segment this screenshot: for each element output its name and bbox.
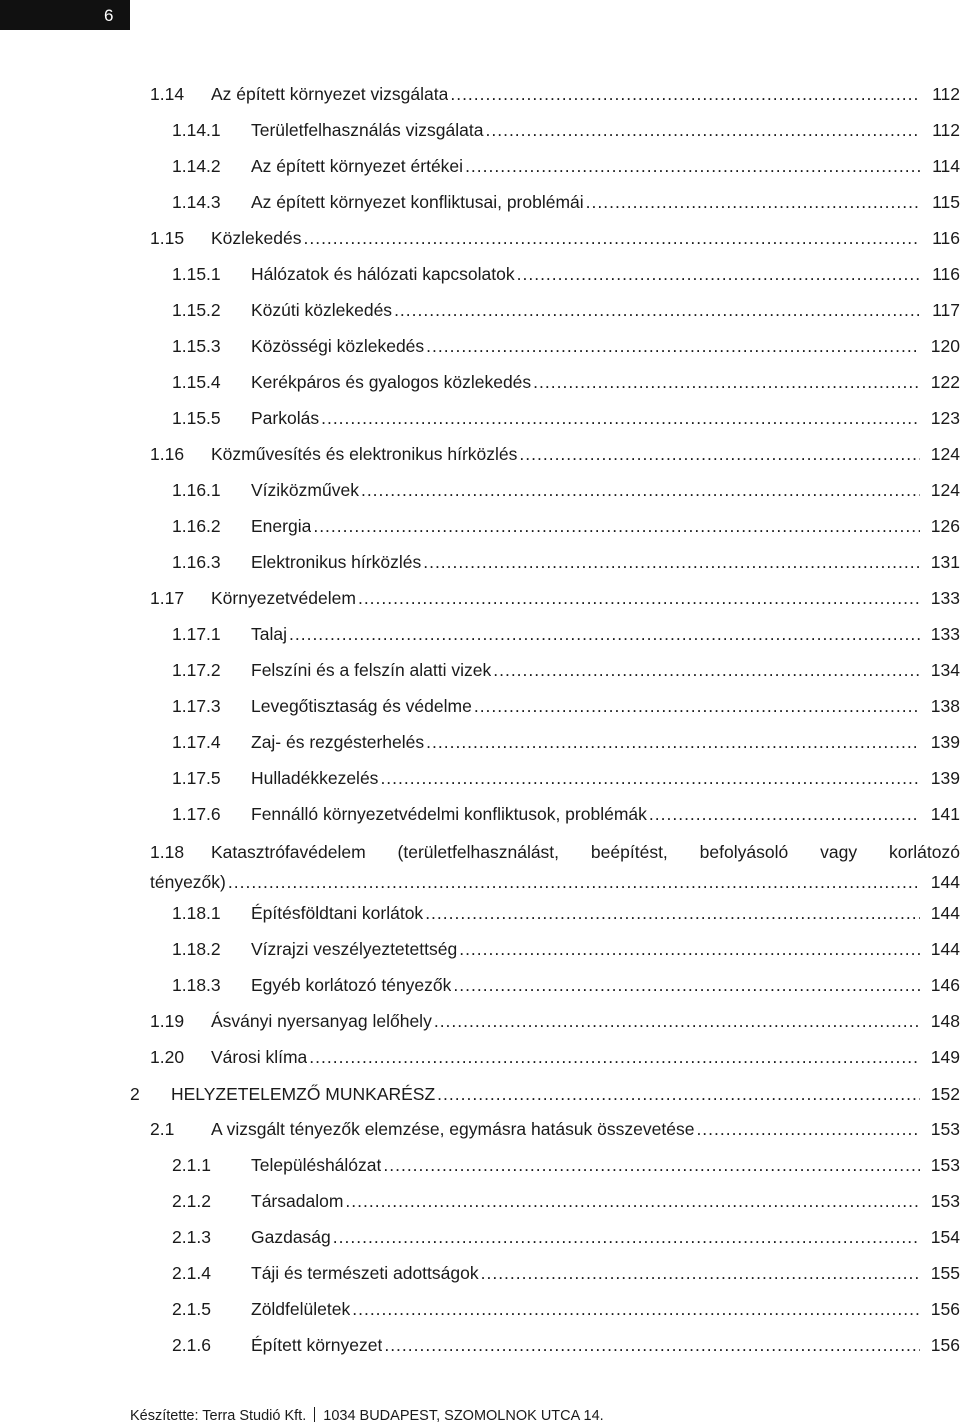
- toc-entry-number: 2.1.4: [172, 1263, 211, 1283]
- toc-entry-title: Közúti közlekedés: [251, 300, 393, 320]
- toc-entry-title: Parkolás: [251, 408, 320, 428]
- toc-entry-page: 152: [930, 1084, 960, 1104]
- toc-entry[interactable]: [0, 689, 960, 723]
- toc-entry-page: 155: [930, 1263, 960, 1283]
- toc-leader-dots: [352, 1292, 920, 1326]
- toc-entry-number: 1.17.4: [172, 732, 221, 752]
- toc-entry-page: 124: [930, 480, 960, 500]
- toc-entry-page: 156: [930, 1335, 960, 1355]
- page-number: 6: [104, 6, 114, 25]
- toc-entry[interactable]: [0, 1077, 960, 1111]
- toc-entry-number: 1.20: [150, 1047, 185, 1067]
- toc-entry-number: 1.18.3: [172, 975, 221, 995]
- toc-entry-title: A vizsgált tényezők elemzése, egymásra hatásuk összevetése: [211, 1119, 695, 1139]
- toc-leader-dots: [533, 365, 920, 399]
- toc-entry[interactable]: [0, 1004, 960, 1038]
- toc-entry[interactable]: [0, 617, 960, 651]
- toc-entry-number: 1.17.3: [172, 696, 221, 716]
- toc-entry-line2: [150, 867, 960, 897]
- toc-entry-number: 1.16: [150, 444, 185, 464]
- toc-entry-number: 1.15.3: [172, 336, 221, 356]
- toc-entry-title: Az épített környezet vizsgálata: [211, 84, 449, 104]
- toc-entry[interactable]: [0, 1148, 960, 1182]
- toc-entry-page: 124: [930, 444, 960, 464]
- toc-leader-dots: [486, 113, 921, 147]
- toc-leader-dots: [474, 689, 920, 723]
- toc-entry[interactable]: [0, 1184, 960, 1218]
- toc-entry-page: 126: [930, 516, 960, 536]
- toc-entry[interactable]: [0, 473, 960, 507]
- page-footer: [130, 1406, 604, 1426]
- toc-entry[interactable]: [0, 221, 960, 255]
- toc-entry-title: Egyéb korlátozó tényezők: [251, 975, 452, 995]
- footer-separator: [314, 1407, 315, 1422]
- toc-entry[interactable]: [0, 545, 960, 579]
- toc-entry-number: 2: [130, 1084, 140, 1104]
- toc-entry[interactable]: [0, 1328, 960, 1362]
- toc-entry-multiline[interactable]: [150, 837, 960, 897]
- toc-entry-number: 1.14.2: [172, 156, 221, 176]
- toc-entry-title: Közlekedés: [211, 228, 302, 248]
- toc-entry[interactable]: [0, 329, 960, 363]
- toc-entry-title: Hulladékkezelés: [251, 768, 379, 788]
- toc-entry-page: 153: [930, 1191, 960, 1211]
- toc-entry-page: 146: [930, 975, 960, 995]
- toc-entry-title: Az épített környezet értékei: [251, 156, 464, 176]
- toc-entry-page: 148: [930, 1011, 960, 1031]
- toc-entry-page: 115: [932, 192, 960, 212]
- footer-author: Készítette: Terra Studió Kft.: [130, 1408, 307, 1424]
- toc-entry-title: Közművesítés és elektronikus hírközlés: [211, 444, 518, 464]
- toc-entry[interactable]: [0, 149, 960, 183]
- toc-leader-dots: [586, 185, 920, 219]
- toc-entry-page: 117: [932, 300, 960, 320]
- toc-entry-page: 123: [930, 408, 960, 428]
- toc-leader-dots: [493, 653, 920, 687]
- toc-entry-number: 1.16.2: [172, 516, 221, 536]
- toc-entry-title: HELYZETELEMZŐ MUNKARÉSZ: [171, 1084, 436, 1104]
- toc-entry-number: 1.15.4: [172, 372, 221, 392]
- toc-leader-dots: [434, 1004, 920, 1038]
- toc-leader-dots: [383, 1148, 920, 1182]
- toc-entry-number: 1.14.3: [172, 192, 221, 212]
- toc-leader-dots: [313, 509, 920, 543]
- toc-leader-dots: [289, 617, 920, 651]
- toc-entry-title: Talaj: [251, 624, 287, 644]
- toc-leader-dots: [450, 77, 920, 111]
- toc-entry-page: 156: [930, 1299, 960, 1319]
- toc-entry-page: 154: [930, 1227, 960, 1247]
- toc-entry[interactable]: [0, 437, 960, 471]
- toc-entry-title: Környezetvédelem: [211, 588, 356, 608]
- toc-entry-title-continued: tényezők): [150, 872, 226, 892]
- toc-entry-title: Gazdaság: [251, 1227, 331, 1247]
- toc-entry[interactable]: [0, 113, 960, 147]
- toc-entry-title: Vízrajzi veszélyeztetettség: [251, 939, 458, 959]
- toc-entry-title: Felszíni és a felszín alatti vizek: [251, 660, 492, 680]
- toc-entry[interactable]: [0, 1220, 960, 1254]
- toc-entry-title: Levegőtisztaság és védelme: [251, 696, 472, 716]
- toc-entry-title: Társadalom: [251, 1191, 344, 1211]
- toc-entry-number: 1.15.2: [172, 300, 221, 320]
- toc-leader-dots: [481, 1256, 920, 1290]
- toc-leader-dots: [519, 437, 920, 471]
- toc-leader-dots: [426, 725, 920, 759]
- toc-entry-page: 144: [930, 939, 960, 959]
- toc-entry-page: 139: [930, 732, 960, 752]
- toc-entry-title: Víziközművek: [251, 480, 359, 500]
- toc-leader-dots: [333, 1220, 920, 1254]
- toc-leader-dots: [228, 867, 920, 897]
- toc-entry-number: 2.1.3: [172, 1227, 211, 1247]
- toc-entry-page: 131: [930, 552, 960, 572]
- toc-entry-title: Épített környezet: [251, 1335, 383, 1355]
- toc-leader-dots: [423, 545, 920, 579]
- toc-entry[interactable]: [0, 581, 960, 615]
- toc-entry-page: 120: [930, 336, 960, 356]
- toc-entry-title: Zöldfelületek: [251, 1299, 351, 1319]
- toc-entry-page: 116: [932, 228, 960, 248]
- toc-entry[interactable]: [0, 1040, 960, 1074]
- toc-entry-page: 116: [932, 264, 960, 284]
- toc-entry-number: 1.17.2: [172, 660, 221, 680]
- toc-entry-title: Városi klíma: [211, 1047, 308, 1067]
- toc-entry-number: 1.18: [150, 842, 185, 862]
- toc-entry-page: 139: [930, 768, 960, 788]
- toc-entry-number: 1.15: [150, 228, 185, 248]
- toc-entry-number: 1.14.1: [172, 120, 221, 140]
- toc-leader-dots: [380, 761, 920, 795]
- toc-leader-dots: [426, 329, 920, 363]
- toc-leader-dots: [394, 293, 920, 327]
- toc-entry-number: 1.17.5: [172, 768, 221, 788]
- toc-entry-number: 1.14: [150, 84, 185, 104]
- toc-entry[interactable]: [0, 293, 960, 327]
- toc-entry[interactable]: [0, 797, 960, 831]
- toc-entry-title: Elektronikus hírközlés: [251, 552, 422, 572]
- toc-entry[interactable]: [0, 185, 960, 219]
- page-number-tab: [0, 0, 130, 30]
- toc-entry-title: Építésföldtani korlátok: [251, 903, 424, 923]
- toc-entry-number: 2.1.6: [172, 1335, 211, 1355]
- toc-entry[interactable]: [0, 932, 960, 966]
- toc-entry-page: 153: [930, 1155, 960, 1175]
- toc-entry-page: 133: [930, 588, 960, 608]
- toc-entry-title: Zaj- és rezgésterhelés: [251, 732, 425, 752]
- footer-address: 1034 BUDAPEST, SZOMOLNOK UTCA 14.: [323, 1408, 604, 1424]
- toc-leader-dots: [437, 1077, 920, 1111]
- toc-leader-dots: [358, 581, 920, 615]
- toc-entry-page: 134: [930, 660, 960, 680]
- toc-entry-title: Hálózatok és hálózati kapcsolatok: [251, 264, 515, 284]
- toc-entry[interactable]: [0, 509, 960, 543]
- toc-leader-dots: [696, 1112, 920, 1146]
- toc-entry[interactable]: [0, 257, 960, 291]
- toc-entry-title: Kerékpáros és gyalogos közlekedés: [251, 372, 532, 392]
- toc-leader-dots: [453, 968, 920, 1002]
- toc-entry-number: 2.1: [150, 1119, 175, 1139]
- toc-entry-title: Közösségi közlekedés: [251, 336, 425, 356]
- toc-entry-number: 1.15.1: [172, 264, 221, 284]
- toc-leader-dots: [303, 221, 920, 255]
- toc-entry-number: 2.1.5: [172, 1299, 211, 1319]
- toc-leader-dots: [309, 1040, 920, 1074]
- toc-entry-number: 1.18.2: [172, 939, 221, 959]
- toc-entry-page: 138: [930, 696, 960, 716]
- toc-leader-dots: [517, 257, 920, 291]
- toc-entry-page: 122: [930, 372, 960, 392]
- toc-leader-dots: [465, 149, 920, 183]
- toc-entry-page: 114: [932, 156, 960, 176]
- toc-entry-page: 141: [930, 804, 960, 824]
- toc-entry-number: 1.19: [150, 1011, 185, 1031]
- toc-leader-dots: [321, 401, 920, 435]
- toc-entry-number: 1.16.3: [172, 552, 221, 572]
- toc-entry-title: Ásványi nyersanyag lelőhely: [211, 1011, 432, 1031]
- toc-entry-page: 153: [930, 1119, 960, 1139]
- toc-entry[interactable]: [0, 968, 960, 1002]
- toc-entry[interactable]: [0, 725, 960, 759]
- toc-entry-page: 144: [930, 903, 960, 923]
- toc-entry-page: 149: [930, 1047, 960, 1067]
- toc-entry[interactable]: [0, 77, 960, 111]
- toc-entry[interactable]: [0, 1292, 960, 1326]
- toc-entry[interactable]: [0, 1256, 960, 1290]
- toc-entry[interactable]: [0, 653, 960, 687]
- toc-entry-page: 112: [932, 120, 960, 140]
- toc-entry[interactable]: [0, 896, 960, 930]
- toc-entry-number: 1.17.1: [172, 624, 221, 644]
- toc-entry-title: Településhálózat: [251, 1155, 382, 1175]
- toc-leader-dots: [384, 1328, 920, 1362]
- toc-leader-dots: [649, 797, 920, 831]
- toc-entry-number: 1.17.6: [172, 804, 221, 824]
- toc-entry-title: Az épített környezet konfliktusai, problémái: [251, 192, 584, 212]
- toc-entry-title: Energia: [251, 516, 312, 536]
- toc-entry-page: 144: [930, 872, 960, 892]
- toc-entry-number: 2.1.1: [172, 1155, 211, 1175]
- toc-leader-dots: [459, 932, 920, 966]
- toc-entry[interactable]: [0, 1112, 960, 1146]
- toc-entry-number: 1.18.1: [172, 903, 221, 923]
- toc-entry-page: 112: [932, 84, 960, 104]
- toc-leader-dots: [425, 896, 920, 930]
- toc-entry-number: 1.17: [150, 588, 185, 608]
- toc-entry-title: Táji és természeti adottságok: [251, 1263, 479, 1283]
- toc-entry-number: 1.16.1: [172, 480, 221, 500]
- toc-leader-dots: [345, 1184, 920, 1218]
- toc-entry[interactable]: [0, 401, 960, 435]
- toc-leader-dots: [361, 473, 920, 507]
- toc-entry-title: Katasztrófavédelem (területfelhasználást, beépítést, befolyásoló vagy korlátozó: [211, 842, 960, 862]
- toc-entry-title: Fennálló környezetvédelmi konfliktusok, problémák: [251, 804, 647, 824]
- toc-entry[interactable]: [0, 365, 960, 399]
- toc-entry-number: 2.1.2: [172, 1191, 211, 1211]
- toc-entry-page: 133: [930, 624, 960, 644]
- toc-entry-line1: [150, 837, 960, 867]
- toc-entry-title: Területfelhasználás vizsgálata: [251, 120, 484, 140]
- toc-entry-number: 1.15.5: [172, 408, 221, 428]
- toc-entry[interactable]: [0, 761, 960, 795]
